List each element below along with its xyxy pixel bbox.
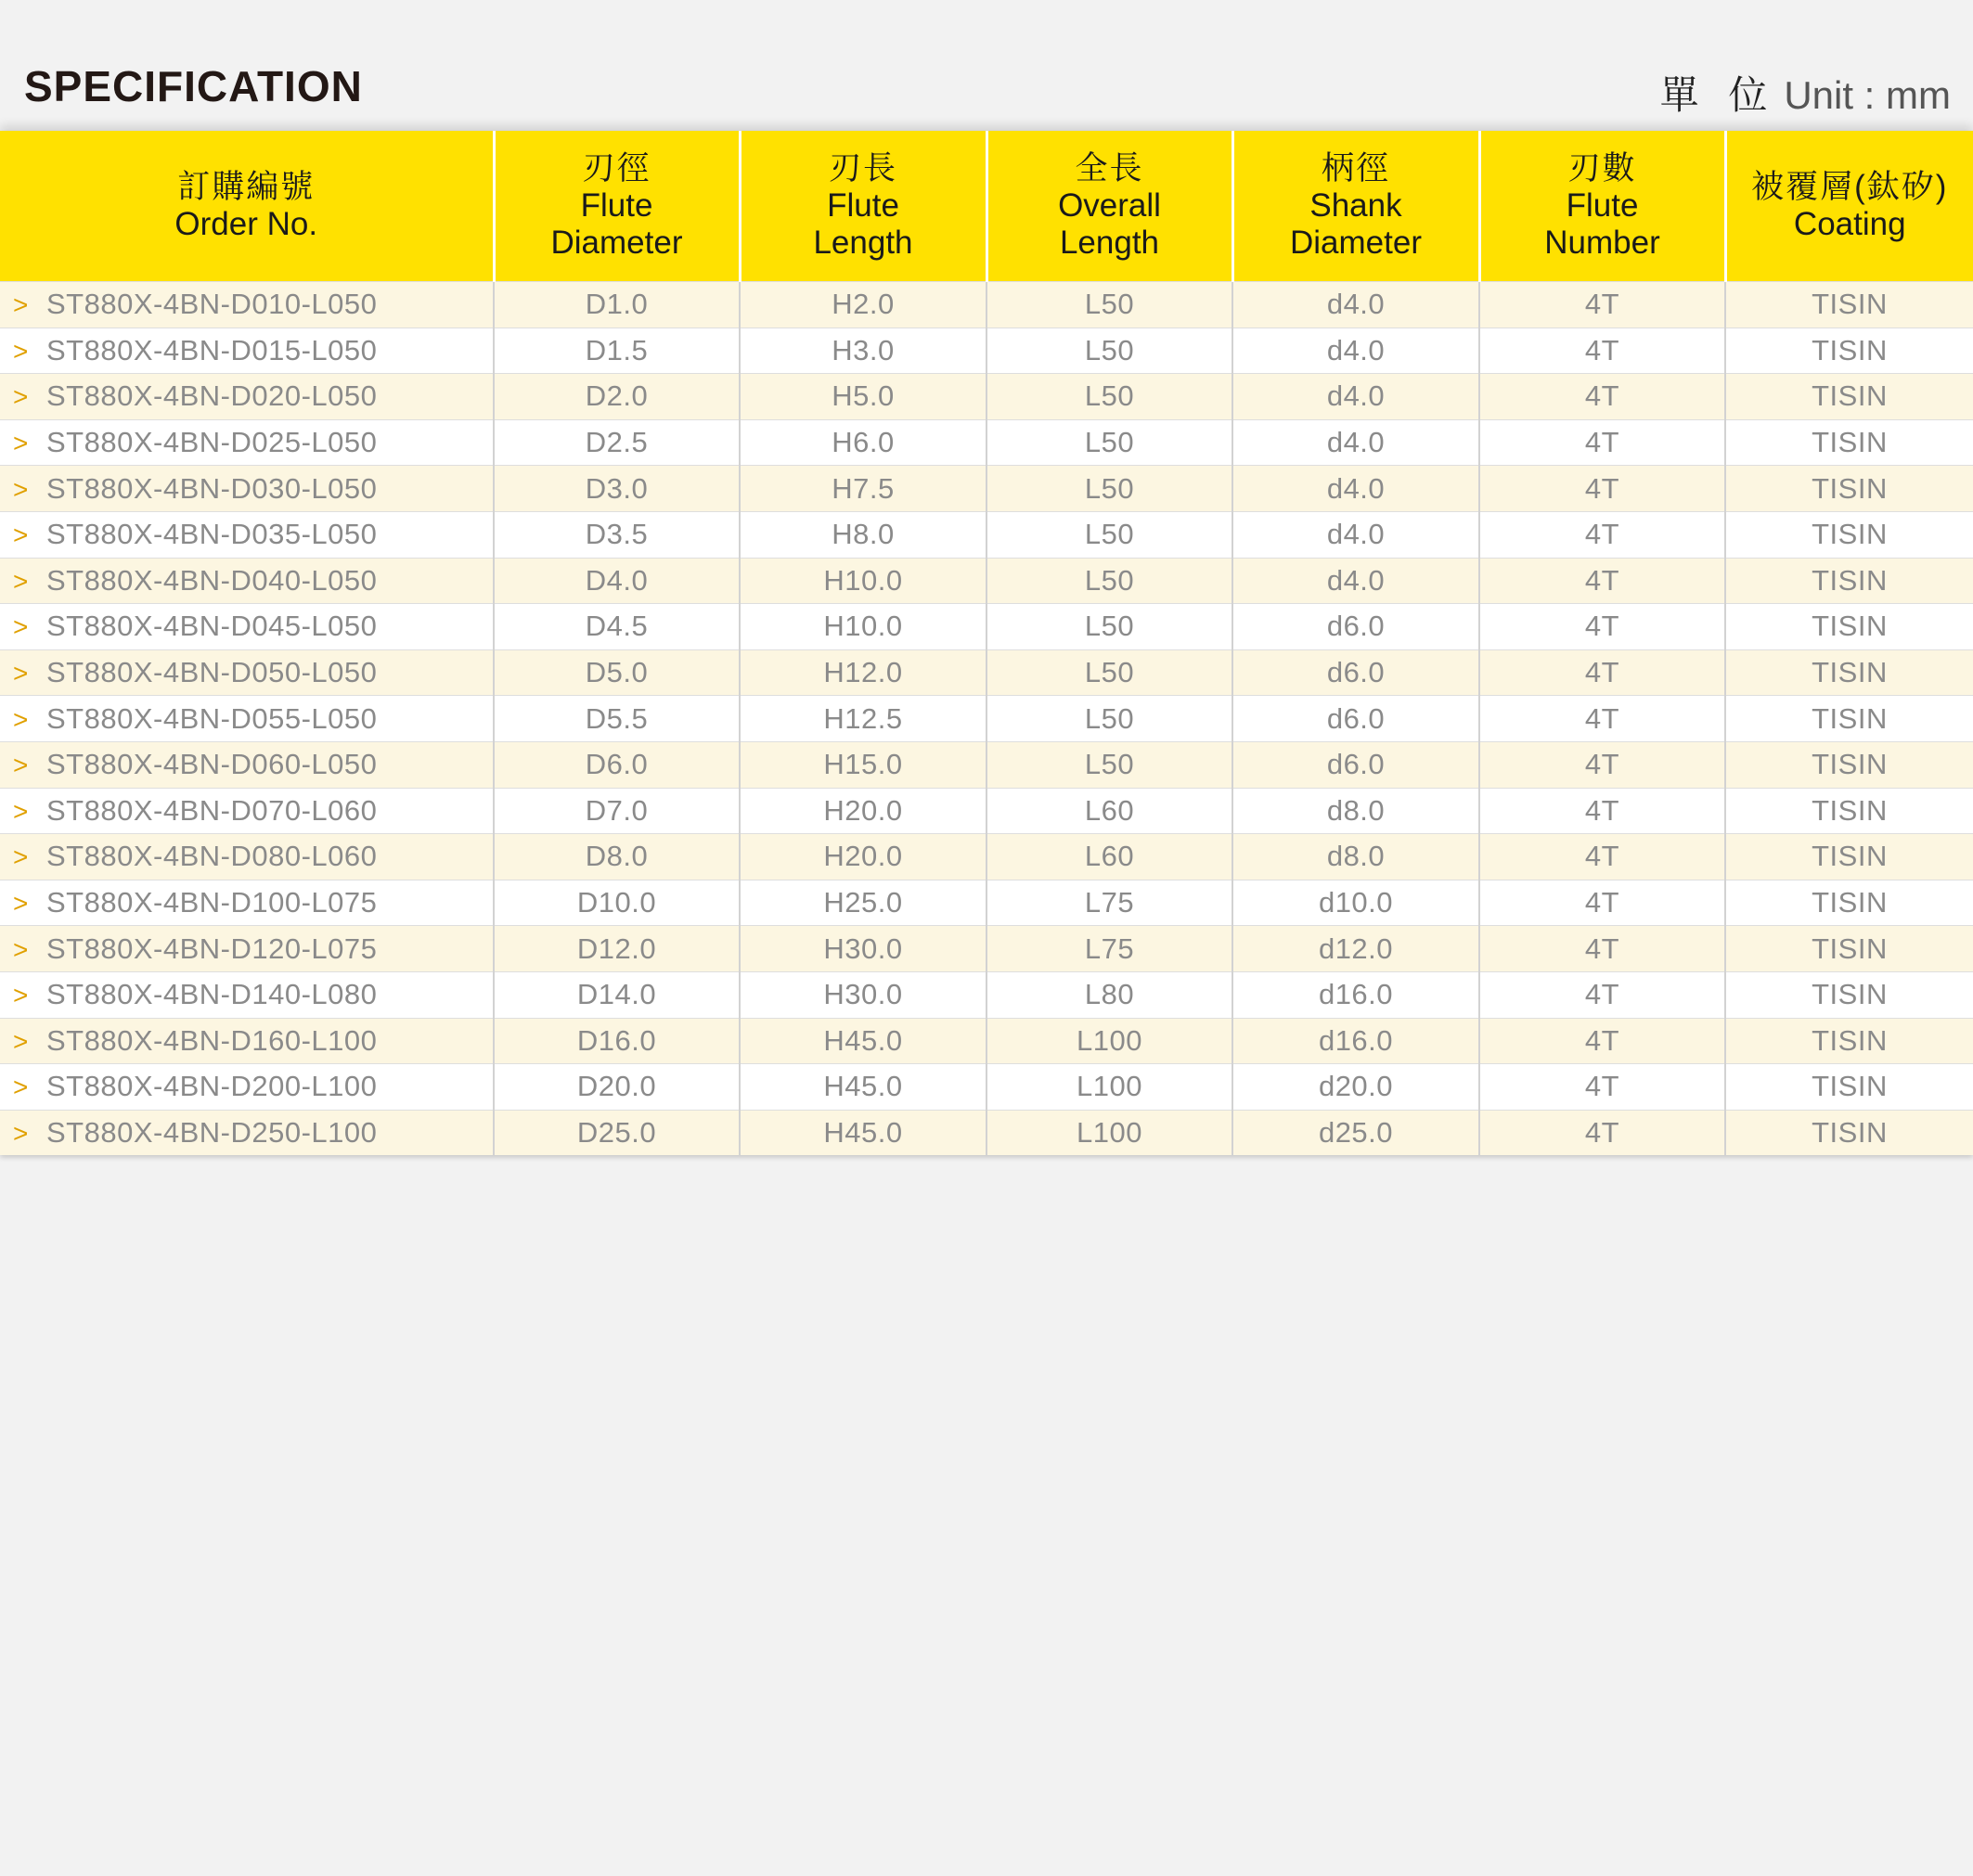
cell-flute-diameter: D25.0 bbox=[494, 1110, 740, 1155]
cell-flute-length: H7.5 bbox=[740, 466, 986, 512]
cell-flute-length: H8.0 bbox=[740, 511, 986, 558]
cell-flute-diameter: D3.5 bbox=[494, 511, 740, 558]
order-code: ST880X-4BN-D140-L080 bbox=[46, 978, 378, 1011]
cell-flute-number: 4T bbox=[1479, 741, 1725, 788]
cell-overall-length: L50 bbox=[986, 558, 1232, 604]
cell-overall-length: L50 bbox=[986, 419, 1232, 466]
cell-overall-length: L50 bbox=[986, 511, 1232, 558]
cell-overall-length: L50 bbox=[986, 649, 1232, 696]
column-header-en: Overall bbox=[1058, 187, 1161, 224]
order-code: ST880X-4BN-D120-L075 bbox=[46, 932, 378, 965]
cell-order-no bbox=[0, 971, 494, 1018]
cell-flute-diameter: D7.0 bbox=[494, 788, 740, 834]
chevron-right-icon: > bbox=[13, 382, 29, 412]
cell-shank-diameter: d4.0 bbox=[1232, 558, 1479, 604]
chevron-right-icon: > bbox=[13, 842, 29, 872]
cell-flute-length: H12.0 bbox=[740, 649, 986, 696]
order-code: ST880X-4BN-D020-L050 bbox=[46, 379, 378, 413]
cell-order-no bbox=[0, 880, 494, 926]
column-header-coating bbox=[1725, 131, 1973, 282]
cell-flute-diameter: D1.0 bbox=[494, 282, 740, 328]
cell-shank-diameter: d4.0 bbox=[1232, 511, 1479, 558]
order-code: ST880X-4BN-D025-L050 bbox=[46, 426, 378, 459]
cell-shank-diameter: d20.0 bbox=[1232, 1064, 1479, 1111]
cell-flute-number: 4T bbox=[1479, 880, 1725, 926]
cell-coating: TISIN bbox=[1725, 880, 1973, 926]
table-row bbox=[0, 558, 1973, 604]
chevron-right-icon: > bbox=[13, 1118, 29, 1148]
chevron-right-icon: > bbox=[13, 474, 29, 504]
cell-shank-diameter: d12.0 bbox=[1232, 926, 1479, 972]
table-row bbox=[0, 834, 1973, 880]
cell-flute-diameter: D12.0 bbox=[494, 926, 740, 972]
order-code: ST880X-4BN-D055-L050 bbox=[46, 701, 378, 735]
table-row bbox=[0, 880, 1973, 926]
cell-flute-number: 4T bbox=[1479, 1064, 1725, 1111]
chevron-right-icon: > bbox=[13, 612, 29, 642]
cell-flute-number: 4T bbox=[1479, 282, 1725, 328]
cell-flute-length: H10.0 bbox=[740, 604, 986, 650]
cell-flute-length: H5.0 bbox=[740, 374, 986, 420]
order-code: ST880X-4BN-D040-L050 bbox=[46, 563, 378, 597]
table-row bbox=[0, 1018, 1973, 1064]
cell-overall-length: L50 bbox=[986, 696, 1232, 742]
cell-flute-length: H15.0 bbox=[740, 741, 986, 788]
cell-flute-length: H30.0 bbox=[740, 926, 986, 972]
cell-overall-length: L80 bbox=[986, 971, 1232, 1018]
table-row bbox=[0, 282, 1973, 328]
order-code: ST880X-4BN-D050-L050 bbox=[46, 656, 378, 689]
order-code: ST880X-4BN-D070-L060 bbox=[46, 793, 378, 827]
column-header-order-no bbox=[0, 131, 494, 282]
table-row bbox=[0, 696, 1973, 742]
order-code: ST880X-4BN-D250-L100 bbox=[46, 1115, 378, 1149]
cell-flute-number: 4T bbox=[1479, 649, 1725, 696]
table-body bbox=[0, 282, 1973, 1156]
chevron-right-icon: > bbox=[13, 934, 29, 964]
cell-coating: TISIN bbox=[1725, 1018, 1973, 1064]
cell-coating: TISIN bbox=[1725, 741, 1973, 788]
cell-order-no bbox=[0, 511, 494, 558]
cell-coating: TISIN bbox=[1725, 419, 1973, 466]
cell-order-no bbox=[0, 649, 494, 696]
cell-order-no bbox=[0, 926, 494, 972]
column-header-en: Length bbox=[1059, 225, 1160, 261]
cell-flute-diameter: D2.5 bbox=[494, 419, 740, 466]
cell-flute-number: 4T bbox=[1479, 419, 1725, 466]
cell-flute-number: 4T bbox=[1479, 374, 1725, 420]
cell-shank-diameter: d8.0 bbox=[1232, 834, 1479, 880]
cell-order-no bbox=[0, 788, 494, 834]
cell-shank-diameter: d4.0 bbox=[1232, 466, 1479, 512]
order-code: ST880X-4BN-D060-L050 bbox=[46, 748, 378, 781]
header-row bbox=[0, 131, 1973, 282]
column-header-en: Diameter bbox=[550, 225, 683, 261]
page-header bbox=[0, 0, 1973, 132]
column-header-zh: 全長 bbox=[1075, 150, 1144, 186]
chevron-right-icon: > bbox=[13, 981, 29, 1010]
cell-flute-number: 4T bbox=[1479, 558, 1725, 604]
cell-overall-length: L75 bbox=[986, 880, 1232, 926]
chevron-right-icon: > bbox=[13, 336, 29, 366]
column-header-en: Order No. bbox=[174, 206, 318, 242]
cell-flute-diameter: D5.5 bbox=[494, 696, 740, 742]
cell-flute-diameter: D2.0 bbox=[494, 374, 740, 420]
chevron-right-icon: > bbox=[13, 796, 29, 826]
order-code: ST880X-4BN-D045-L050 bbox=[46, 610, 378, 643]
unit-label-en: Unit : mm bbox=[1784, 73, 1951, 117]
order-code: ST880X-4BN-D010-L050 bbox=[46, 288, 378, 321]
column-header-en: Length bbox=[813, 225, 913, 261]
cell-coating: TISIN bbox=[1725, 649, 1973, 696]
cell-coating: TISIN bbox=[1725, 511, 1973, 558]
cell-overall-length: L50 bbox=[986, 374, 1232, 420]
cell-overall-length: L100 bbox=[986, 1018, 1232, 1064]
cell-order-no bbox=[0, 466, 494, 512]
cell-flute-number: 4T bbox=[1479, 604, 1725, 650]
cell-overall-length: L50 bbox=[986, 466, 1232, 512]
column-header-flute-number bbox=[1479, 131, 1725, 282]
cell-order-no bbox=[0, 1064, 494, 1111]
cell-flute-length: H25.0 bbox=[740, 880, 986, 926]
chevron-right-icon: > bbox=[13, 659, 29, 688]
cell-flute-length: H2.0 bbox=[740, 282, 986, 328]
order-code: ST880X-4BN-D100-L075 bbox=[46, 886, 378, 919]
cell-order-no bbox=[0, 834, 494, 880]
cell-flute-length: H20.0 bbox=[740, 788, 986, 834]
table-row bbox=[0, 511, 1973, 558]
cell-overall-length: L50 bbox=[986, 282, 1232, 328]
cell-order-no bbox=[0, 419, 494, 466]
page-title: SPECIFICATION bbox=[24, 62, 363, 110]
table-row bbox=[0, 419, 1973, 466]
order-code: ST880X-4BN-D015-L050 bbox=[46, 333, 378, 366]
table-row bbox=[0, 466, 1973, 512]
order-code: ST880X-4BN-D035-L050 bbox=[46, 518, 378, 551]
spec-table bbox=[0, 131, 1973, 1155]
cell-overall-length: L60 bbox=[986, 788, 1232, 834]
cell-flute-number: 4T bbox=[1479, 696, 1725, 742]
table-row bbox=[0, 971, 1973, 1018]
cell-flute-diameter: D4.5 bbox=[494, 604, 740, 650]
column-header-flute-diameter bbox=[494, 131, 740, 282]
spec-table-container bbox=[0, 131, 1973, 1155]
cell-shank-diameter: d6.0 bbox=[1232, 741, 1479, 788]
cell-coating: TISIN bbox=[1725, 696, 1973, 742]
cell-coating: TISIN bbox=[1725, 374, 1973, 420]
cell-coating: TISIN bbox=[1725, 328, 1973, 374]
cell-flute-number: 4T bbox=[1479, 834, 1725, 880]
chevron-right-icon: > bbox=[13, 1026, 29, 1056]
unit-label-zh: 單 位 bbox=[1659, 73, 1777, 117]
cell-order-no bbox=[0, 374, 494, 420]
cell-flute-diameter: D3.0 bbox=[494, 466, 740, 512]
column-header-en: Flute bbox=[580, 187, 653, 224]
cell-coating: TISIN bbox=[1725, 558, 1973, 604]
cell-overall-length: L100 bbox=[986, 1064, 1232, 1111]
cell-flute-number: 4T bbox=[1479, 1110, 1725, 1155]
cell-coating: TISIN bbox=[1725, 1064, 1973, 1111]
cell-coating: TISIN bbox=[1725, 1110, 1973, 1155]
cell-coating: TISIN bbox=[1725, 466, 1973, 512]
column-header-flute-length bbox=[740, 131, 986, 282]
cell-flute-length: H45.0 bbox=[740, 1110, 986, 1155]
column-header-en: Shank bbox=[1309, 187, 1402, 224]
cell-shank-diameter: d6.0 bbox=[1232, 649, 1479, 696]
table-row bbox=[0, 328, 1973, 374]
cell-shank-diameter: d6.0 bbox=[1232, 604, 1479, 650]
table-row bbox=[0, 1064, 1973, 1111]
table-row bbox=[0, 1110, 1973, 1155]
cell-flute-number: 4T bbox=[1479, 971, 1725, 1018]
cell-flute-length: H6.0 bbox=[740, 419, 986, 466]
cell-flute-length: H45.0 bbox=[740, 1064, 986, 1111]
cell-flute-diameter: D6.0 bbox=[494, 741, 740, 788]
order-code: ST880X-4BN-D160-L100 bbox=[46, 1023, 378, 1057]
cell-shank-diameter: d16.0 bbox=[1232, 1018, 1479, 1064]
cell-shank-diameter: d16.0 bbox=[1232, 971, 1479, 1018]
table-row bbox=[0, 741, 1973, 788]
cell-shank-diameter: d4.0 bbox=[1232, 282, 1479, 328]
column-header-en: Number bbox=[1544, 225, 1660, 261]
chevron-right-icon: > bbox=[13, 290, 29, 320]
column-header-zh: 柄徑 bbox=[1321, 150, 1390, 186]
cell-overall-length: L50 bbox=[986, 328, 1232, 374]
cell-flute-length: H12.5 bbox=[740, 696, 986, 742]
table-row bbox=[0, 604, 1973, 650]
column-header-en: Flute bbox=[827, 187, 899, 224]
cell-order-no bbox=[0, 604, 494, 650]
column-header-zh: 刃徑 bbox=[582, 150, 651, 186]
cell-coating: TISIN bbox=[1725, 282, 1973, 328]
cell-order-no bbox=[0, 558, 494, 604]
cell-overall-length: L60 bbox=[986, 834, 1232, 880]
cell-flute-number: 4T bbox=[1479, 511, 1725, 558]
chevron-right-icon: > bbox=[13, 751, 29, 780]
cell-coating: TISIN bbox=[1725, 926, 1973, 972]
cell-coating: TISIN bbox=[1725, 788, 1973, 834]
chevron-right-icon: > bbox=[13, 1073, 29, 1102]
cell-flute-length: H30.0 bbox=[740, 971, 986, 1018]
cell-shank-diameter: d10.0 bbox=[1232, 880, 1479, 926]
cell-flute-diameter: D5.0 bbox=[494, 649, 740, 696]
cell-shank-diameter: d25.0 bbox=[1232, 1110, 1479, 1155]
column-header-shank-diameter bbox=[1232, 131, 1479, 282]
cell-flute-length: H3.0 bbox=[740, 328, 986, 374]
cell-flute-diameter: D14.0 bbox=[494, 971, 740, 1018]
cell-overall-length: L100 bbox=[986, 1110, 1232, 1155]
column-header-en: Diameter bbox=[1290, 225, 1422, 261]
cell-shank-diameter: d4.0 bbox=[1232, 328, 1479, 374]
chevron-right-icon: > bbox=[13, 566, 29, 596]
cell-order-no bbox=[0, 1018, 494, 1064]
table-row bbox=[0, 374, 1973, 420]
cell-flute-length: H20.0 bbox=[740, 834, 986, 880]
cell-overall-length: L50 bbox=[986, 741, 1232, 788]
cell-flute-diameter: D20.0 bbox=[494, 1064, 740, 1111]
cell-flute-diameter: D8.0 bbox=[494, 834, 740, 880]
column-header-zh: 刃數 bbox=[1567, 150, 1637, 186]
cell-flute-length: H45.0 bbox=[740, 1018, 986, 1064]
cell-shank-diameter: d8.0 bbox=[1232, 788, 1479, 834]
cell-order-no bbox=[0, 741, 494, 788]
cell-order-no bbox=[0, 282, 494, 328]
chevron-right-icon: > bbox=[13, 520, 29, 550]
cell-shank-diameter: d6.0 bbox=[1232, 696, 1479, 742]
cell-order-no bbox=[0, 328, 494, 374]
cell-overall-length: L50 bbox=[986, 604, 1232, 650]
cell-flute-length: H10.0 bbox=[740, 558, 986, 604]
cell-flute-number: 4T bbox=[1479, 328, 1725, 374]
cell-order-no bbox=[0, 1110, 494, 1155]
cell-flute-diameter: D16.0 bbox=[494, 1018, 740, 1064]
cell-overall-length: L75 bbox=[986, 926, 1232, 972]
cell-coating: TISIN bbox=[1725, 604, 1973, 650]
cell-coating: TISIN bbox=[1725, 834, 1973, 880]
chevron-right-icon: > bbox=[13, 704, 29, 734]
order-code: ST880X-4BN-D200-L100 bbox=[46, 1070, 378, 1103]
table-row bbox=[0, 649, 1973, 696]
unit-label bbox=[1660, 65, 1951, 121]
table-row bbox=[0, 926, 1973, 972]
cell-flute-diameter: D4.0 bbox=[494, 558, 740, 604]
column-header-zh: 被覆層(鈦矽) bbox=[1751, 169, 1949, 205]
cell-flute-number: 4T bbox=[1479, 926, 1725, 972]
table-row bbox=[0, 788, 1973, 834]
column-header-zh: 刃長 bbox=[828, 150, 897, 186]
cell-flute-diameter: D1.5 bbox=[494, 328, 740, 374]
column-header-en: Coating bbox=[1793, 206, 1906, 242]
cell-shank-diameter: d4.0 bbox=[1232, 374, 1479, 420]
cell-flute-diameter: D10.0 bbox=[494, 880, 740, 926]
cell-flute-number: 4T bbox=[1479, 788, 1725, 834]
cell-coating: TISIN bbox=[1725, 971, 1973, 1018]
table-header bbox=[0, 131, 1973, 282]
cell-shank-diameter: d4.0 bbox=[1232, 419, 1479, 466]
cell-order-no bbox=[0, 696, 494, 742]
cell-flute-number: 4T bbox=[1479, 466, 1725, 512]
cell-flute-number: 4T bbox=[1479, 1018, 1725, 1064]
column-header-zh: 訂購編號 bbox=[177, 169, 316, 205]
order-code: ST880X-4BN-D080-L060 bbox=[46, 840, 378, 873]
chevron-right-icon: > bbox=[13, 889, 29, 919]
column-header-overall-length bbox=[986, 131, 1232, 282]
column-header-en: Flute bbox=[1566, 187, 1639, 224]
chevron-right-icon: > bbox=[13, 429, 29, 458]
order-code: ST880X-4BN-D030-L050 bbox=[46, 471, 378, 505]
